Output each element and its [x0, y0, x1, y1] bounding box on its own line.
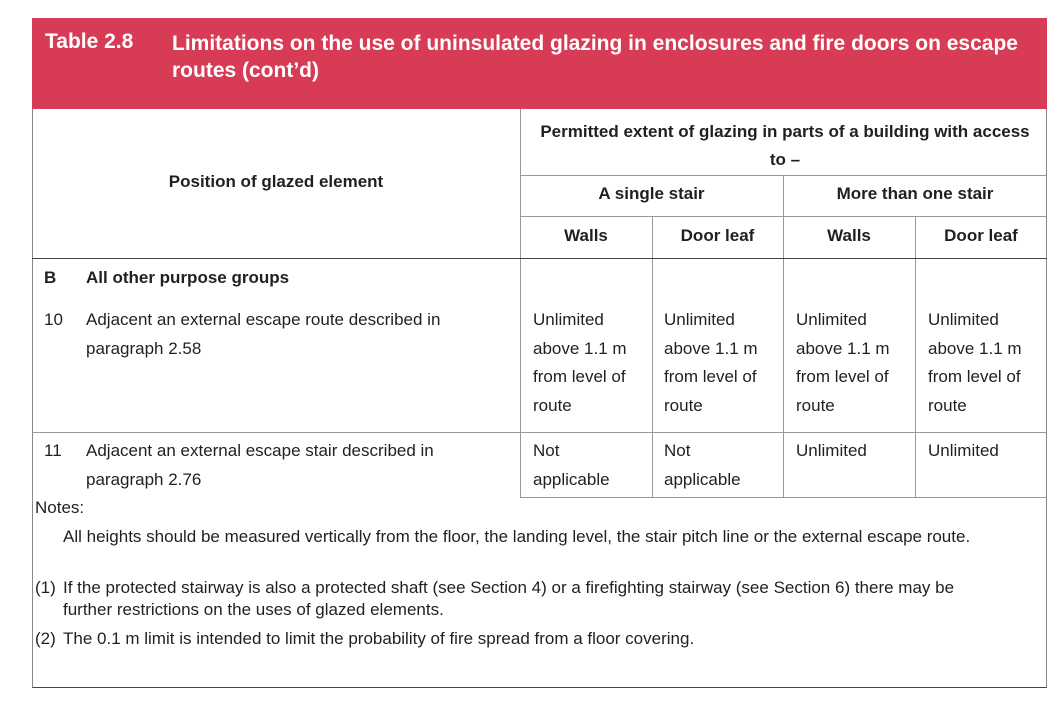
- permitted-header: Permitted extent of glazing in parts of a building with access to –: [540, 122, 1030, 169]
- table-number: Table 2.8: [45, 30, 134, 53]
- section-label: All other purpose groups: [86, 268, 290, 287]
- table-cell: Unlimited: [796, 441, 867, 460]
- header-rule-2: [520, 216, 1047, 217]
- note-general: All heights should be measured vertically from the floor, the landing level, the stair pitch line or the external escape route.: [63, 527, 971, 546]
- table-cell: Unlimited above 1.1 m from level of route: [928, 310, 1022, 415]
- table-cell: Not applicable: [664, 441, 741, 489]
- notes-heading: Notes:: [35, 498, 85, 517]
- table-cell: Unlimited above 1.1 m from level of route: [796, 310, 890, 415]
- position-header: Position of glazed element: [168, 172, 384, 191]
- header-bottom-rule: [32, 258, 1047, 259]
- more-stair-header: More than one stair: [836, 184, 994, 203]
- section-letter: B: [44, 268, 57, 287]
- walls-header-single: Walls: [564, 226, 608, 245]
- table-cell: Unlimited: [928, 441, 999, 460]
- note-text: If the protected stairway is also a protected shaft (see Section 4) or a firefighting stairway (see Section 6) there may be further restrictions on the uses of glazed elements.: [63, 578, 955, 619]
- row-description: Adjacent an external escape route described in paragraph 2.58: [86, 310, 441, 358]
- door-leaf-header-more: Door leaf: [944, 226, 1018, 245]
- row-number: 11: [44, 441, 62, 460]
- table-cell: Unlimited above 1.1 m from level of route: [533, 310, 627, 415]
- walls-header-more: Walls: [827, 226, 871, 245]
- table-banner: [32, 18, 1047, 109]
- header-rule-1: [520, 175, 1047, 176]
- table-cell: Not applicable: [533, 441, 610, 489]
- note-text: The 0.1 m limit is intended to limit the probability of fire spread from a floor covering.: [63, 629, 695, 648]
- row-description: Adjacent an external escape stair described in paragraph 2.76: [86, 441, 434, 489]
- note-marker: (2): [35, 629, 56, 648]
- col-divider-3: [783, 175, 784, 498]
- row-rule: [32, 432, 1047, 433]
- table-cell: Unlimited above 1.1 m from level of route: [664, 310, 758, 415]
- row-number: 10: [44, 310, 63, 329]
- table-bottom-rule: [520, 497, 1047, 498]
- single-stair-header: A single stair: [598, 184, 705, 203]
- table-title: Limitations on the use of uninsulated glazing in enclosures and fire doors on escape routes (cont’d): [172, 32, 1018, 82]
- door-leaf-header-single: Door leaf: [680, 226, 755, 245]
- note-marker: (1): [35, 578, 56, 597]
- col-divider-1: [520, 109, 521, 498]
